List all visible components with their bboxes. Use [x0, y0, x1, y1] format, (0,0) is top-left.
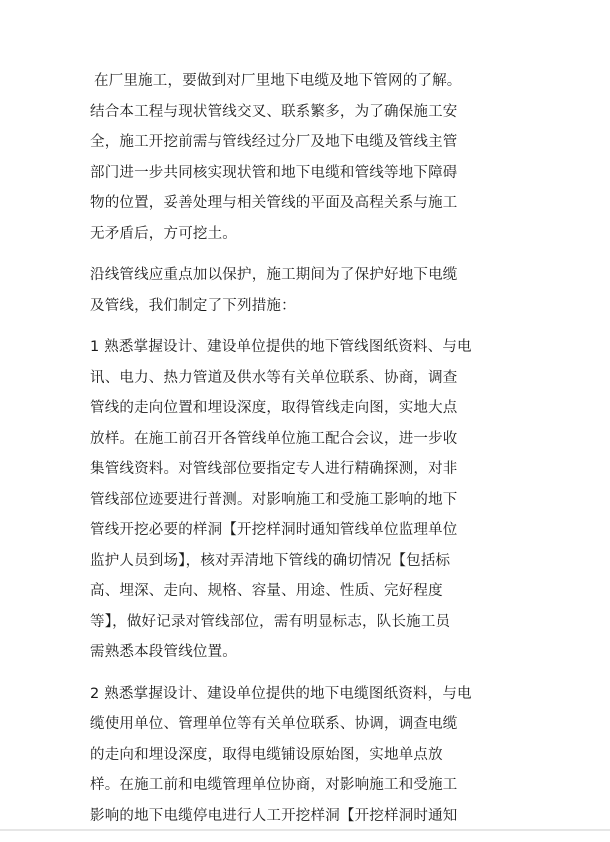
- text-line: 需熟悉本段管线位置。: [90, 644, 237, 660]
- text-line: 在厂里施工，要做到对厂里地下电缆及地下管网的了解。: [94, 73, 462, 89]
- text-line: 管线的走向位置和埋设深度，取得管线走向图，实地大点: [90, 400, 458, 416]
- text-line: 等】，做好记录对管线部位，需有明显标志，队长施工员: [90, 613, 451, 630]
- paragraph-intro: [90, 66, 480, 249]
- text-line: 的走向和埋设深度，取得电缆铺设原始图，实地单点放: [90, 746, 443, 763]
- text-line: 结合本工程与现状管线交叉、联系繁多，为了确保施工安: [90, 103, 458, 120]
- text-line: 全，施工开挖前需与管线经过分厂及地下电缆及管线主管: [90, 134, 458, 150]
- text-line: 缆使用单位、管理单位等有关单位联系、协调，调查电缆: [90, 716, 458, 732]
- document-body: [90, 66, 480, 842]
- text-line: 影响的地下电缆停电进行人工开挖样洞【开挖样洞时通知: [90, 807, 458, 824]
- text-line: 集管线资料。对管线部位要指定专人进行精确探测，对非: [90, 461, 458, 477]
- text-line: 沿线管线应重点加以保护，施工期间为了保护好地下电缆: [90, 267, 458, 283]
- text-line: 管线开挖必要的样洞【开挖样洞时通知管线单位监理单位: [90, 522, 458, 538]
- text-line: 高、埋深、走向、规格、容量、用途、性质、完好程度: [90, 583, 443, 599]
- text-line: 放样。在施工前召开各管线单位施工配合会议，进一步收: [90, 430, 458, 447]
- text-line: 讯、电力、热力管道及供水等有关单位联系、协商，调查: [90, 369, 458, 386]
- text-line: 样。在施工前和电缆管理单位协商，对影响施工和受施工: [90, 777, 458, 793]
- paragraph-protection: [90, 260, 480, 321]
- paragraph-measure-1: [90, 332, 480, 668]
- text-line: 部门进一步共同核实现状管和地下电缆和管线等地下障碍: [90, 164, 458, 181]
- text-line: 1 熟悉掌握设计、建设单位提供的地下管线图纸资料、与电: [90, 339, 472, 355]
- paragraph-measure-2: [90, 679, 480, 832]
- text-line: 监护人员到场】，核对弄清地下管线的确切情况【包括标: [90, 552, 451, 569]
- text-line: 及管线，我们制定了下列措施：: [90, 297, 296, 314]
- text-line: 无矛盾后，方可挖土。: [90, 225, 237, 242]
- text-line: 物的位置，妥善处理与相关管线的平面及高程关系与施工: [90, 195, 458, 211]
- text-line: 管线部位迹要进行普测。对影响施工和受施工影响的地下: [90, 491, 458, 508]
- text-line: 2 熟悉掌握设计、建设单位提供的地下电缆图纸资料，与电: [90, 685, 472, 702]
